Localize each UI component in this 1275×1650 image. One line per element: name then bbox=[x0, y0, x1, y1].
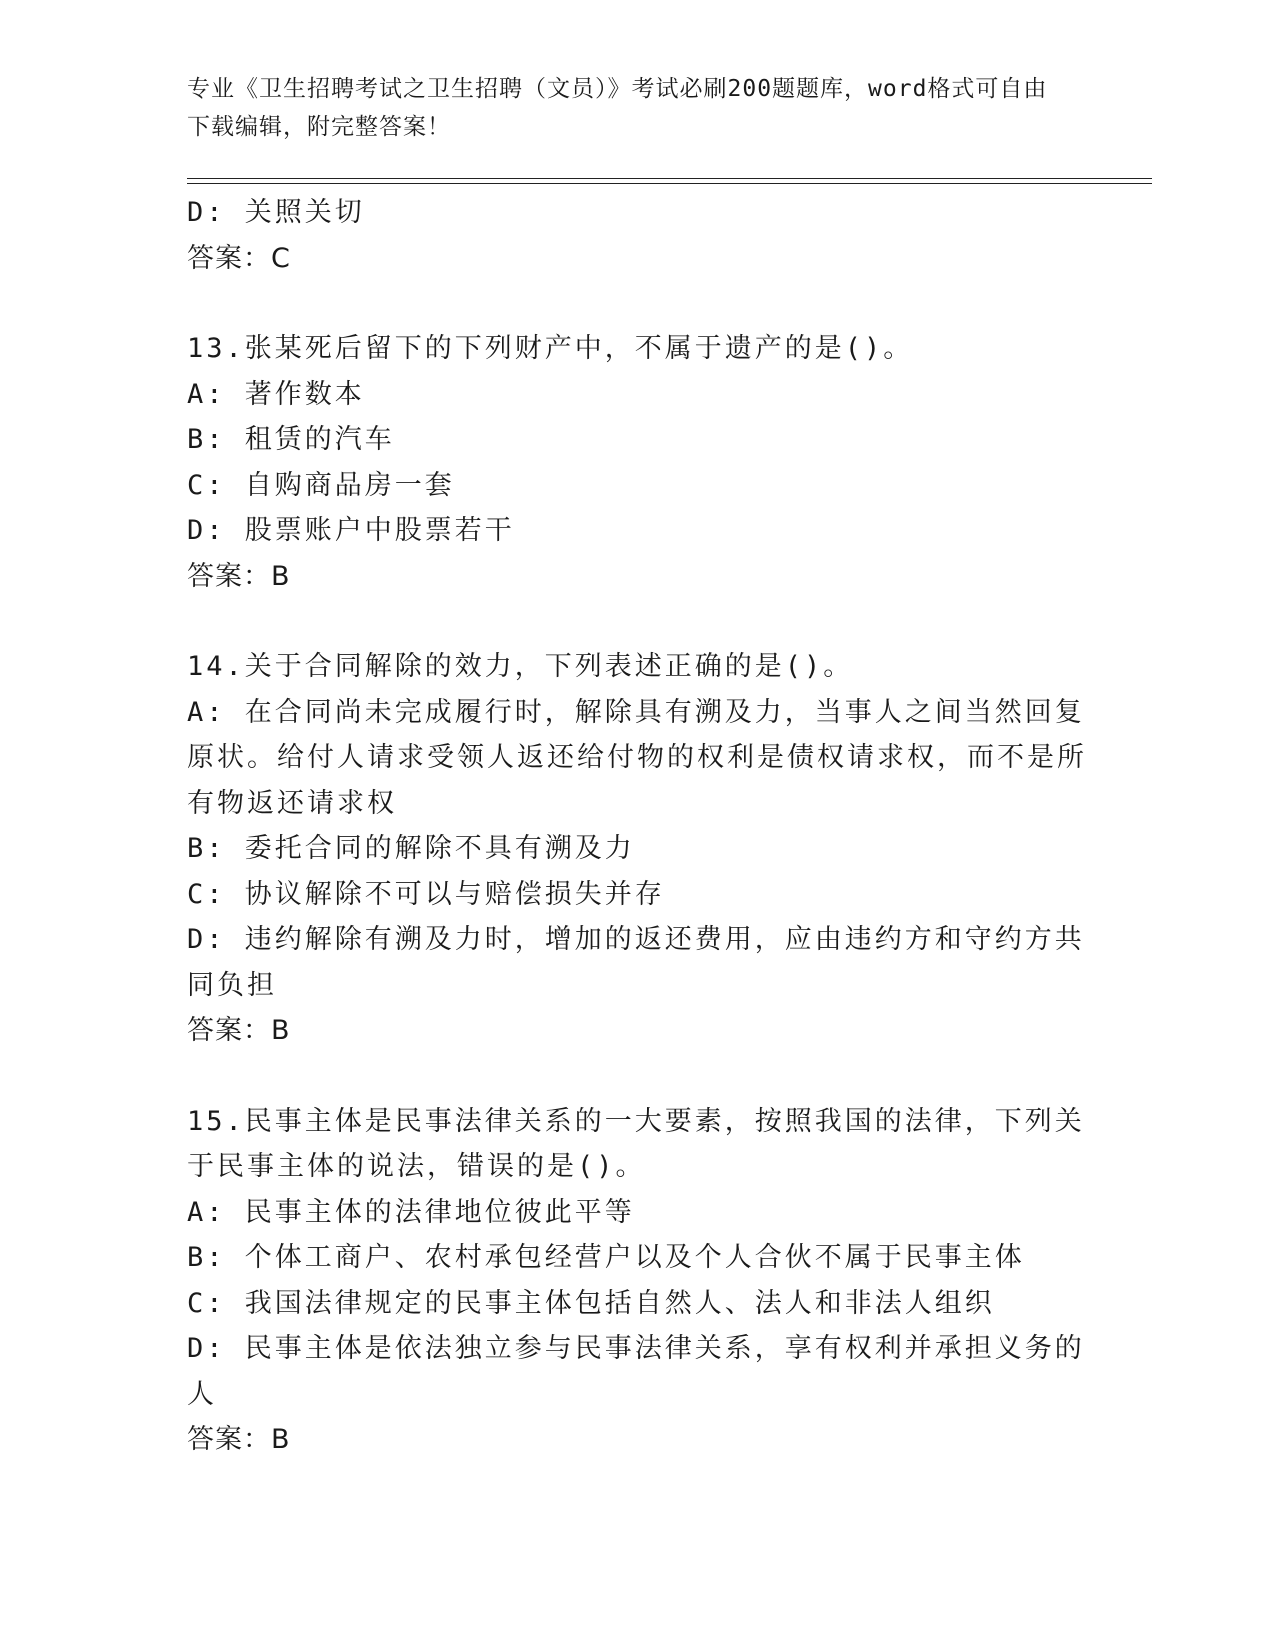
option-d: D: 民事主体是依法独立参与民事法律关系，享有权利并承担义务的人 bbox=[187, 1333, 1085, 1410]
answer: 答案：B bbox=[187, 1424, 291, 1455]
question-stem: 14.关于合同解除的效力，下列表述正确的是()。 bbox=[187, 651, 854, 682]
question-14 bbox=[187, 644, 1087, 1054]
option-a: A: 著作数本 bbox=[187, 378, 365, 410]
option-b: B: 租赁的汽车 bbox=[187, 424, 395, 455]
answer: 答案：C bbox=[187, 242, 291, 274]
option-c: C: 协议解除不可以与赔偿损失并存 bbox=[187, 878, 665, 910]
question-13 bbox=[187, 326, 1087, 599]
option-d: D: 股票账户中股票若干 bbox=[187, 515, 515, 546]
question-15 bbox=[187, 1099, 1087, 1463]
option-b: B: 委托合同的解除不具有溯及力 bbox=[187, 833, 635, 864]
header-rule-bottom bbox=[187, 183, 1152, 184]
option-d: D: 违约解除有溯及力时，增加的返还费用，应由违约方和守约方共同负担 bbox=[187, 924, 1085, 1001]
option-a: A: 在合同尚未完成履行时，解除具有溯及力，当事人之间当然回复原状。给付人请求受领人返还给付物的权利是债权请求权，而不是所有物返还请求权 bbox=[187, 696, 1087, 819]
answer: 答案：B bbox=[187, 1015, 291, 1046]
option-b: B: 个体工商户、农村承包经营户以及个人合伙不属于民事主体 bbox=[187, 1242, 1025, 1273]
answer: 答案：B bbox=[187, 560, 291, 592]
option-d: D: 关照关切 bbox=[187, 197, 365, 228]
option-c: C: 自购商品房一套 bbox=[187, 469, 455, 501]
page-header: 专业《卫生招聘考试之卫生招聘（文员）》考试必刷200题题库，word格式可自由下载编辑，附完整答案！ bbox=[187, 76, 1048, 140]
carryover-block bbox=[187, 190, 1087, 281]
document-body bbox=[187, 190, 1087, 1463]
question-stem: 13.张某死后留下的下列财产中，不属于遗产的是()。 bbox=[187, 333, 914, 364]
option-a: A: 民事主体的法律地位彼此平等 bbox=[187, 1196, 635, 1228]
option-c: C: 我国法律规定的民事主体包括自然人、法人和非法人组织 bbox=[187, 1287, 995, 1319]
header-rule-top bbox=[187, 178, 1152, 179]
question-stem: 15.民事主体是民事法律关系的一大要素，按照我国的法律，下列关于民事主体的说法，错误的是()。 bbox=[187, 1105, 1085, 1182]
